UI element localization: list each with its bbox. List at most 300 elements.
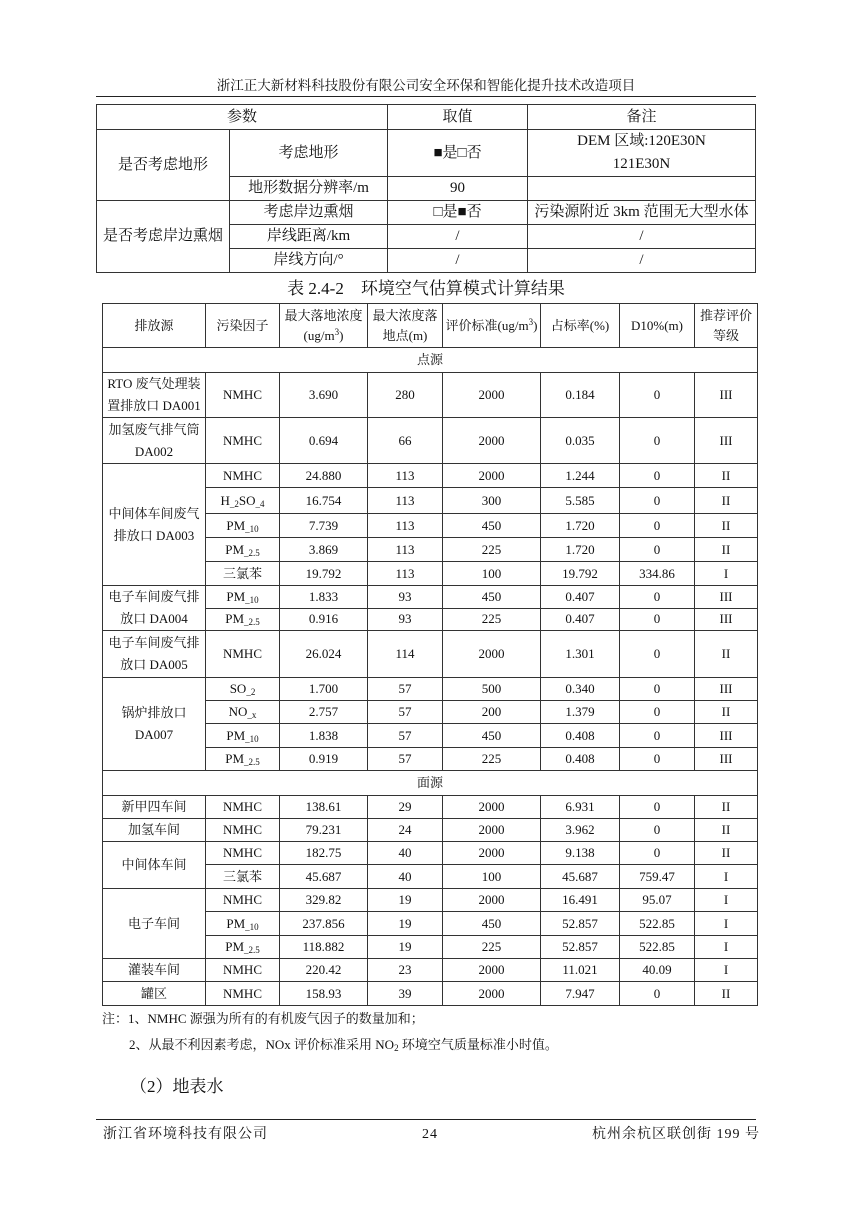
ratio-cell: 19.792 (541, 562, 620, 586)
factor-cell (206, 701, 280, 724)
factor-text: PM (225, 751, 245, 766)
ratio-cell: 0.340 (541, 678, 620, 701)
header-grade (695, 304, 758, 348)
factor-text: NMHC (222, 799, 262, 814)
page-number: 24 (422, 1127, 438, 1142)
table-row (103, 982, 758, 1006)
standard-cell: 2000 (443, 796, 541, 819)
ratio-cell: 7.947 (541, 982, 620, 1006)
factor-subscript: _2.5 (244, 757, 260, 767)
max-conc-cell: 0.694 (280, 418, 368, 464)
max-conc-cell: 1.700 (280, 678, 368, 701)
d10-cell: 0 (620, 982, 695, 1006)
factor-cell (206, 562, 280, 586)
max-conc-cell: 0.919 (280, 748, 368, 771)
param-cell: 岸线方向/° (230, 249, 388, 273)
standard-cell: 2000 (443, 889, 541, 912)
max-dist-cell: 24 (368, 819, 443, 842)
source-line: 中间体车间废气 (108, 505, 200, 521)
ratio-cell: 11.021 (541, 959, 620, 982)
header-text: ) (533, 317, 538, 333)
factor-cell (206, 748, 280, 771)
factor-subscript: _10 (245, 594, 259, 605)
max-dist-cell: 40 (368, 865, 443, 889)
section-title: 面源 (103, 771, 758, 796)
max-dist-cell: 113 (368, 514, 443, 538)
grade-cell: III (695, 748, 758, 771)
max-conc-cell: 1.833 (280, 586, 368, 609)
factor-cell (206, 724, 280, 748)
factor-cell (206, 912, 280, 936)
max-conc-cell: 1.838 (280, 724, 368, 748)
ratio-cell: 1.379 (541, 701, 620, 724)
note-line: DEM 区域:120E30N (577, 133, 706, 149)
factor-text: 三氯苯 (222, 565, 262, 581)
source-cell (103, 586, 206, 631)
factor-text: NMHC (222, 962, 262, 977)
max-dist-cell: 93 (368, 608, 443, 631)
note-cell: / (528, 249, 756, 273)
max-dist-cell: 114 (368, 631, 443, 678)
ratio-cell: 52.857 (541, 912, 620, 936)
header-d10: D10%(m) (620, 304, 695, 348)
param-cell: 考虑岸边熏烟 (230, 201, 388, 225)
factor-subscript: _4 (255, 498, 265, 509)
grade-cell: II (695, 538, 758, 562)
standard-cell: 450 (443, 912, 541, 936)
note-text: 2、从最不利因素考虑，NOx 评价标准采用 NO (129, 1037, 395, 1052)
source-line: 加氢车间 (127, 822, 180, 837)
ratio-cell: 0.035 (541, 418, 620, 464)
ratio-cell: 3.962 (541, 819, 620, 842)
grade-cell: II (695, 514, 758, 538)
factor-cell (206, 608, 280, 631)
standard-cell: 2000 (443, 373, 541, 418)
source-line: 放口 DA004 (120, 611, 188, 626)
source-line: 中间体车间 (121, 857, 187, 872)
note-cell: / (528, 225, 756, 249)
ratio-cell: 52.857 (541, 936, 620, 959)
ratio-cell: 16.491 (541, 889, 620, 912)
max-dist-cell: 57 (368, 701, 443, 724)
result-table-body (103, 348, 758, 1006)
table-header-row (97, 105, 756, 130)
source-line: 排放口 DA003 (113, 527, 195, 543)
source-line: 加氢废气排气筒 (108, 421, 200, 437)
header-line (281, 326, 366, 346)
d10-cell: 0 (620, 819, 695, 842)
factor-text: NMHC (222, 467, 262, 483)
group-shore: 是否考虑岸边熏烟 (97, 201, 230, 273)
standard-cell: 225 (443, 608, 541, 631)
factor-text: NMHC (222, 892, 262, 907)
standard-cell: 225 (443, 936, 541, 959)
factor-cell (206, 418, 280, 464)
d10-cell: 0 (620, 678, 695, 701)
factor-subscript: _10 (245, 733, 259, 744)
source-line: 新甲四车间 (121, 799, 187, 814)
grade-cell: III (695, 724, 758, 748)
factor-text: NMHC (222, 432, 262, 448)
standard-cell: 450 (443, 586, 541, 609)
max-dist-cell: 93 (368, 586, 443, 609)
header-text: 评价标准(ug/m (445, 317, 529, 333)
max-conc-cell: 237.856 (280, 912, 368, 936)
footer-address: 杭州余杭区联创街 199 号 (592, 1127, 760, 1142)
d10-cell: 0 (620, 418, 695, 464)
group-terrain: 是否考虑地形 (97, 130, 230, 201)
factor-text: PM (226, 915, 246, 931)
grade-cell: II (695, 464, 758, 488)
note-1: 注：1、NMHC 源强为所有的有机废气因子的数量加和； (102, 1011, 424, 1026)
header-ratio: 占标率(%) (541, 304, 620, 348)
table-row (103, 586, 758, 609)
value-cell: ■是□否 (388, 130, 528, 177)
table-row (103, 959, 758, 982)
value-cell: □是■否 (388, 201, 528, 225)
d10-cell: 40.09 (620, 959, 695, 982)
grade-cell: III (695, 678, 758, 701)
max-dist-cell: 40 (368, 842, 443, 865)
ratio-cell: 0.408 (541, 748, 620, 771)
max-dist-cell: 280 (368, 373, 443, 418)
factor-text: SO (229, 681, 247, 696)
header-note: 备注 (528, 105, 756, 130)
d10-cell: 0 (620, 796, 695, 819)
standard-cell: 500 (443, 678, 541, 701)
factor-text: NMHC (222, 845, 262, 860)
note-cell (528, 177, 756, 201)
factor-cell (206, 538, 280, 562)
grade-cell: II (695, 796, 758, 819)
grade-cell: I (695, 562, 758, 586)
results-and-notes (102, 303, 762, 1098)
factor-cell (206, 514, 280, 538)
max-conc-cell: 2.757 (280, 701, 368, 724)
grade-cell: II (695, 982, 758, 1006)
max-conc-cell: 26.024 (280, 631, 368, 678)
standard-cell: 450 (443, 514, 541, 538)
value-cell: / (388, 249, 528, 273)
header-source: 排放源 (103, 304, 206, 348)
source-cell (103, 796, 206, 819)
max-conc-cell: 3.869 (280, 538, 368, 562)
d10-cell: 0 (620, 631, 695, 678)
factor-cell (206, 796, 280, 819)
parameter-table (96, 104, 756, 273)
factor-text: PM (226, 727, 246, 743)
factor-subscript: _10 (245, 921, 259, 932)
param-cell: 岸线距离/km (230, 225, 388, 249)
standard-cell: 100 (443, 562, 541, 586)
d10-cell: 0 (620, 748, 695, 771)
d10-cell: 334.86 (620, 562, 695, 586)
d10-cell: 522.85 (620, 936, 695, 959)
factor-text: PM (225, 611, 245, 627)
max-dist-cell: 57 (368, 748, 443, 771)
factor-text: PM (226, 517, 246, 533)
factor-subscript: _2.5 (244, 547, 260, 558)
max-conc-cell: 16.754 (280, 488, 368, 514)
factor-subscript: _2.5 (244, 945, 260, 955)
header-value: 取值 (388, 105, 528, 130)
max-dist-cell: 39 (368, 982, 443, 1006)
d10-cell: 0 (620, 701, 695, 724)
factor-cell (206, 488, 280, 514)
d10-cell: 0 (620, 586, 695, 609)
factor-cell (206, 819, 280, 842)
max-dist-cell: 19 (368, 936, 443, 959)
header-line: 地点(m) (382, 327, 428, 343)
source-cell (103, 678, 206, 771)
grade-cell: I (695, 959, 758, 982)
max-conc-cell: 118.882 (280, 936, 368, 959)
grade-cell: I (695, 936, 758, 959)
grade-cell: III (695, 608, 758, 631)
d10-cell: 0 (620, 514, 695, 538)
header-line: 最大浓度落 (372, 307, 438, 323)
factor-cell (206, 678, 280, 701)
value-cell: 90 (388, 177, 528, 201)
max-conc-cell: 329.82 (280, 889, 368, 912)
table-header-row (103, 304, 758, 348)
table-row (103, 819, 758, 842)
grade-cell: I (695, 912, 758, 936)
standard-cell: 2000 (443, 982, 541, 1006)
d10-cell: 0 (620, 724, 695, 748)
table-row (103, 889, 758, 912)
ratio-cell: 1.244 (541, 464, 620, 488)
grade-cell: III (695, 373, 758, 418)
ratio-cell: 0.407 (541, 586, 620, 609)
factor-cell (206, 631, 280, 678)
header-max-conc (280, 304, 368, 348)
max-conc-cell: 19.792 (280, 562, 368, 586)
ratio-cell: 0.408 (541, 724, 620, 748)
factor-cell (206, 373, 280, 418)
max-conc-cell: 182.75 (280, 842, 368, 865)
factor-subscript: _x (247, 710, 257, 720)
standard-cell: 200 (443, 701, 541, 724)
table-row (103, 464, 758, 488)
factor-text: PM (225, 939, 245, 954)
note-cell (528, 130, 756, 177)
max-conc-cell: 158.93 (280, 982, 368, 1006)
source-cell (103, 631, 206, 678)
source-cell (103, 842, 206, 889)
max-conc-cell: 45.687 (280, 865, 368, 889)
section-row (103, 771, 758, 796)
table-row (97, 130, 756, 177)
ratio-cell: 5.585 (541, 488, 620, 514)
factor-text: NMHC (222, 646, 262, 661)
source-cell (103, 819, 206, 842)
table-row (103, 842, 758, 865)
header-param: 参数 (97, 105, 388, 130)
header-sup: 3 (334, 326, 340, 337)
source-line: 罐区 (140, 985, 167, 1001)
ratio-cell: 0.407 (541, 608, 620, 631)
table-row (97, 201, 756, 225)
header-rule (96, 96, 756, 97)
d10-cell: 759.47 (620, 865, 695, 889)
source-line: 放口 DA005 (120, 657, 188, 672)
ratio-cell: 1.720 (541, 514, 620, 538)
d10-cell: 0 (620, 842, 695, 865)
ratio-cell: 6.931 (541, 796, 620, 819)
max-dist-cell: 57 (368, 724, 443, 748)
factor-text: NMHC (222, 822, 262, 837)
max-dist-cell: 113 (368, 562, 443, 586)
header-standard (443, 304, 541, 348)
factor-cell (206, 586, 280, 609)
max-conc-cell: 7.739 (280, 514, 368, 538)
standard-cell: 450 (443, 724, 541, 748)
header-text: (ug/m (303, 327, 335, 343)
grade-cell: II (695, 631, 758, 678)
max-dist-cell: 113 (368, 488, 443, 514)
table-row (103, 796, 758, 819)
header-text: ) (339, 327, 344, 343)
header-sup: 3 (528, 316, 534, 327)
ratio-cell: 0.184 (541, 373, 620, 418)
table-caption: 表 2.4-2 环境空气估算模式计算结果 (287, 279, 565, 298)
max-conc-cell: 3.690 (280, 373, 368, 418)
factor-text: NMHC (222, 387, 262, 402)
source-line: 电子车间 (127, 915, 180, 931)
param-cell: 地形数据分辨率/m (230, 177, 388, 201)
factor-text: PM (226, 588, 246, 604)
factor-subscript: _2 (246, 687, 256, 697)
factor-text: PM (225, 541, 245, 557)
factor-cell (206, 464, 280, 488)
factor-cell (206, 865, 280, 889)
grade-cell: II (695, 842, 758, 865)
standard-cell: 2000 (443, 959, 541, 982)
header-line: 推荐评价 (699, 307, 752, 323)
source-cell (103, 959, 206, 982)
note-line: 121E30N (612, 156, 671, 172)
grade-cell: II (695, 488, 758, 514)
section-row (103, 348, 758, 373)
note-2 (102, 1036, 762, 1054)
section-heading: （2）地表水 (130, 1077, 224, 1096)
note-sub: 2 (394, 1043, 399, 1053)
header-line: 等级 (712, 327, 739, 343)
header-max-dist (368, 304, 443, 348)
value-cell: / (388, 225, 528, 249)
factor-cell (206, 959, 280, 982)
factor-cell (206, 889, 280, 912)
max-dist-cell: 29 (368, 796, 443, 819)
source-line: DA002 (134, 443, 174, 459)
standard-cell: 300 (443, 488, 541, 514)
standard-cell: 100 (443, 865, 541, 889)
d10-cell: 0 (620, 608, 695, 631)
grade-cell: I (695, 889, 758, 912)
ratio-cell: 1.301 (541, 631, 620, 678)
source-line: 锅炉排放口 (121, 705, 187, 720)
factor-text: H (220, 492, 230, 508)
max-dist-cell: 113 (368, 538, 443, 562)
standard-cell: 2000 (443, 418, 541, 464)
factor-cell (206, 936, 280, 959)
max-dist-cell: 19 (368, 912, 443, 936)
result-table (102, 303, 758, 1006)
max-conc-cell: 79.231 (280, 819, 368, 842)
factor-subscript: _2.5 (244, 617, 260, 628)
max-dist-cell: 19 (368, 889, 443, 912)
table-row (103, 678, 758, 701)
section-title: 点源 (103, 348, 758, 373)
grade-cell: I (695, 865, 758, 889)
max-dist-cell: 113 (368, 464, 443, 488)
factor-cell (206, 982, 280, 1006)
max-dist-cell: 66 (368, 418, 443, 464)
ratio-cell: 1.720 (541, 538, 620, 562)
factor-cell (206, 842, 280, 865)
d10-cell: 0 (620, 464, 695, 488)
ratio-cell: 9.138 (541, 842, 620, 865)
grade-cell: III (695, 586, 758, 609)
source-line: 灌装车间 (127, 962, 180, 977)
source-line: 电子车间废气排 (108, 635, 200, 650)
running-header: 浙江正大新材料科技股份有限公司安全环保和智能化提升技术改造项目 (216, 78, 636, 93)
d10-cell: 95.07 (620, 889, 695, 912)
d10-cell: 0 (620, 538, 695, 562)
standard-cell: 2000 (443, 464, 541, 488)
source-cell (103, 464, 206, 586)
max-conc-cell: 138.61 (280, 796, 368, 819)
ratio-cell: 45.687 (541, 865, 620, 889)
standard-cell: 225 (443, 748, 541, 771)
source-cell (103, 373, 206, 418)
source-line: DA007 (134, 727, 174, 742)
grade-cell: II (695, 701, 758, 724)
table-row (103, 631, 758, 678)
note-cell: 污染源附近 3km 范围无大型水体 (528, 201, 756, 225)
factor-subscript: _2 (229, 498, 239, 509)
max-conc-cell: 220.42 (280, 959, 368, 982)
standard-cell: 225 (443, 538, 541, 562)
factor-text: 三氯苯 (222, 868, 262, 884)
max-dist-cell: 23 (368, 959, 443, 982)
standard-cell: 2000 (443, 819, 541, 842)
standard-cell: 2000 (443, 631, 541, 678)
source-cell (103, 982, 206, 1006)
d10-cell: 0 (620, 373, 695, 418)
factor-text: NMHC (222, 985, 262, 1001)
note-text: 环境空气质量标准小时值。 (398, 1037, 558, 1052)
param-cell: 考虑地形 (230, 130, 388, 177)
source-cell (103, 889, 206, 959)
footer-rule (96, 1119, 756, 1120)
grade-cell: II (695, 819, 758, 842)
header-line: 最大落地浓度 (284, 307, 363, 323)
max-conc-cell: 0.916 (280, 608, 368, 631)
factor-text: NO (228, 704, 248, 719)
standard-cell: 2000 (443, 842, 541, 865)
d10-cell: 522.85 (620, 912, 695, 936)
factor-text: SO (238, 492, 256, 508)
grade-cell: III (695, 418, 758, 464)
source-line: 置排放口 DA001 (107, 398, 201, 413)
d10-cell: 0 (620, 488, 695, 514)
source-line: RTO 废气处理装 (107, 376, 201, 391)
max-conc-cell: 24.880 (280, 464, 368, 488)
header-factor: 污染因子 (206, 304, 280, 348)
table-row (103, 418, 758, 464)
